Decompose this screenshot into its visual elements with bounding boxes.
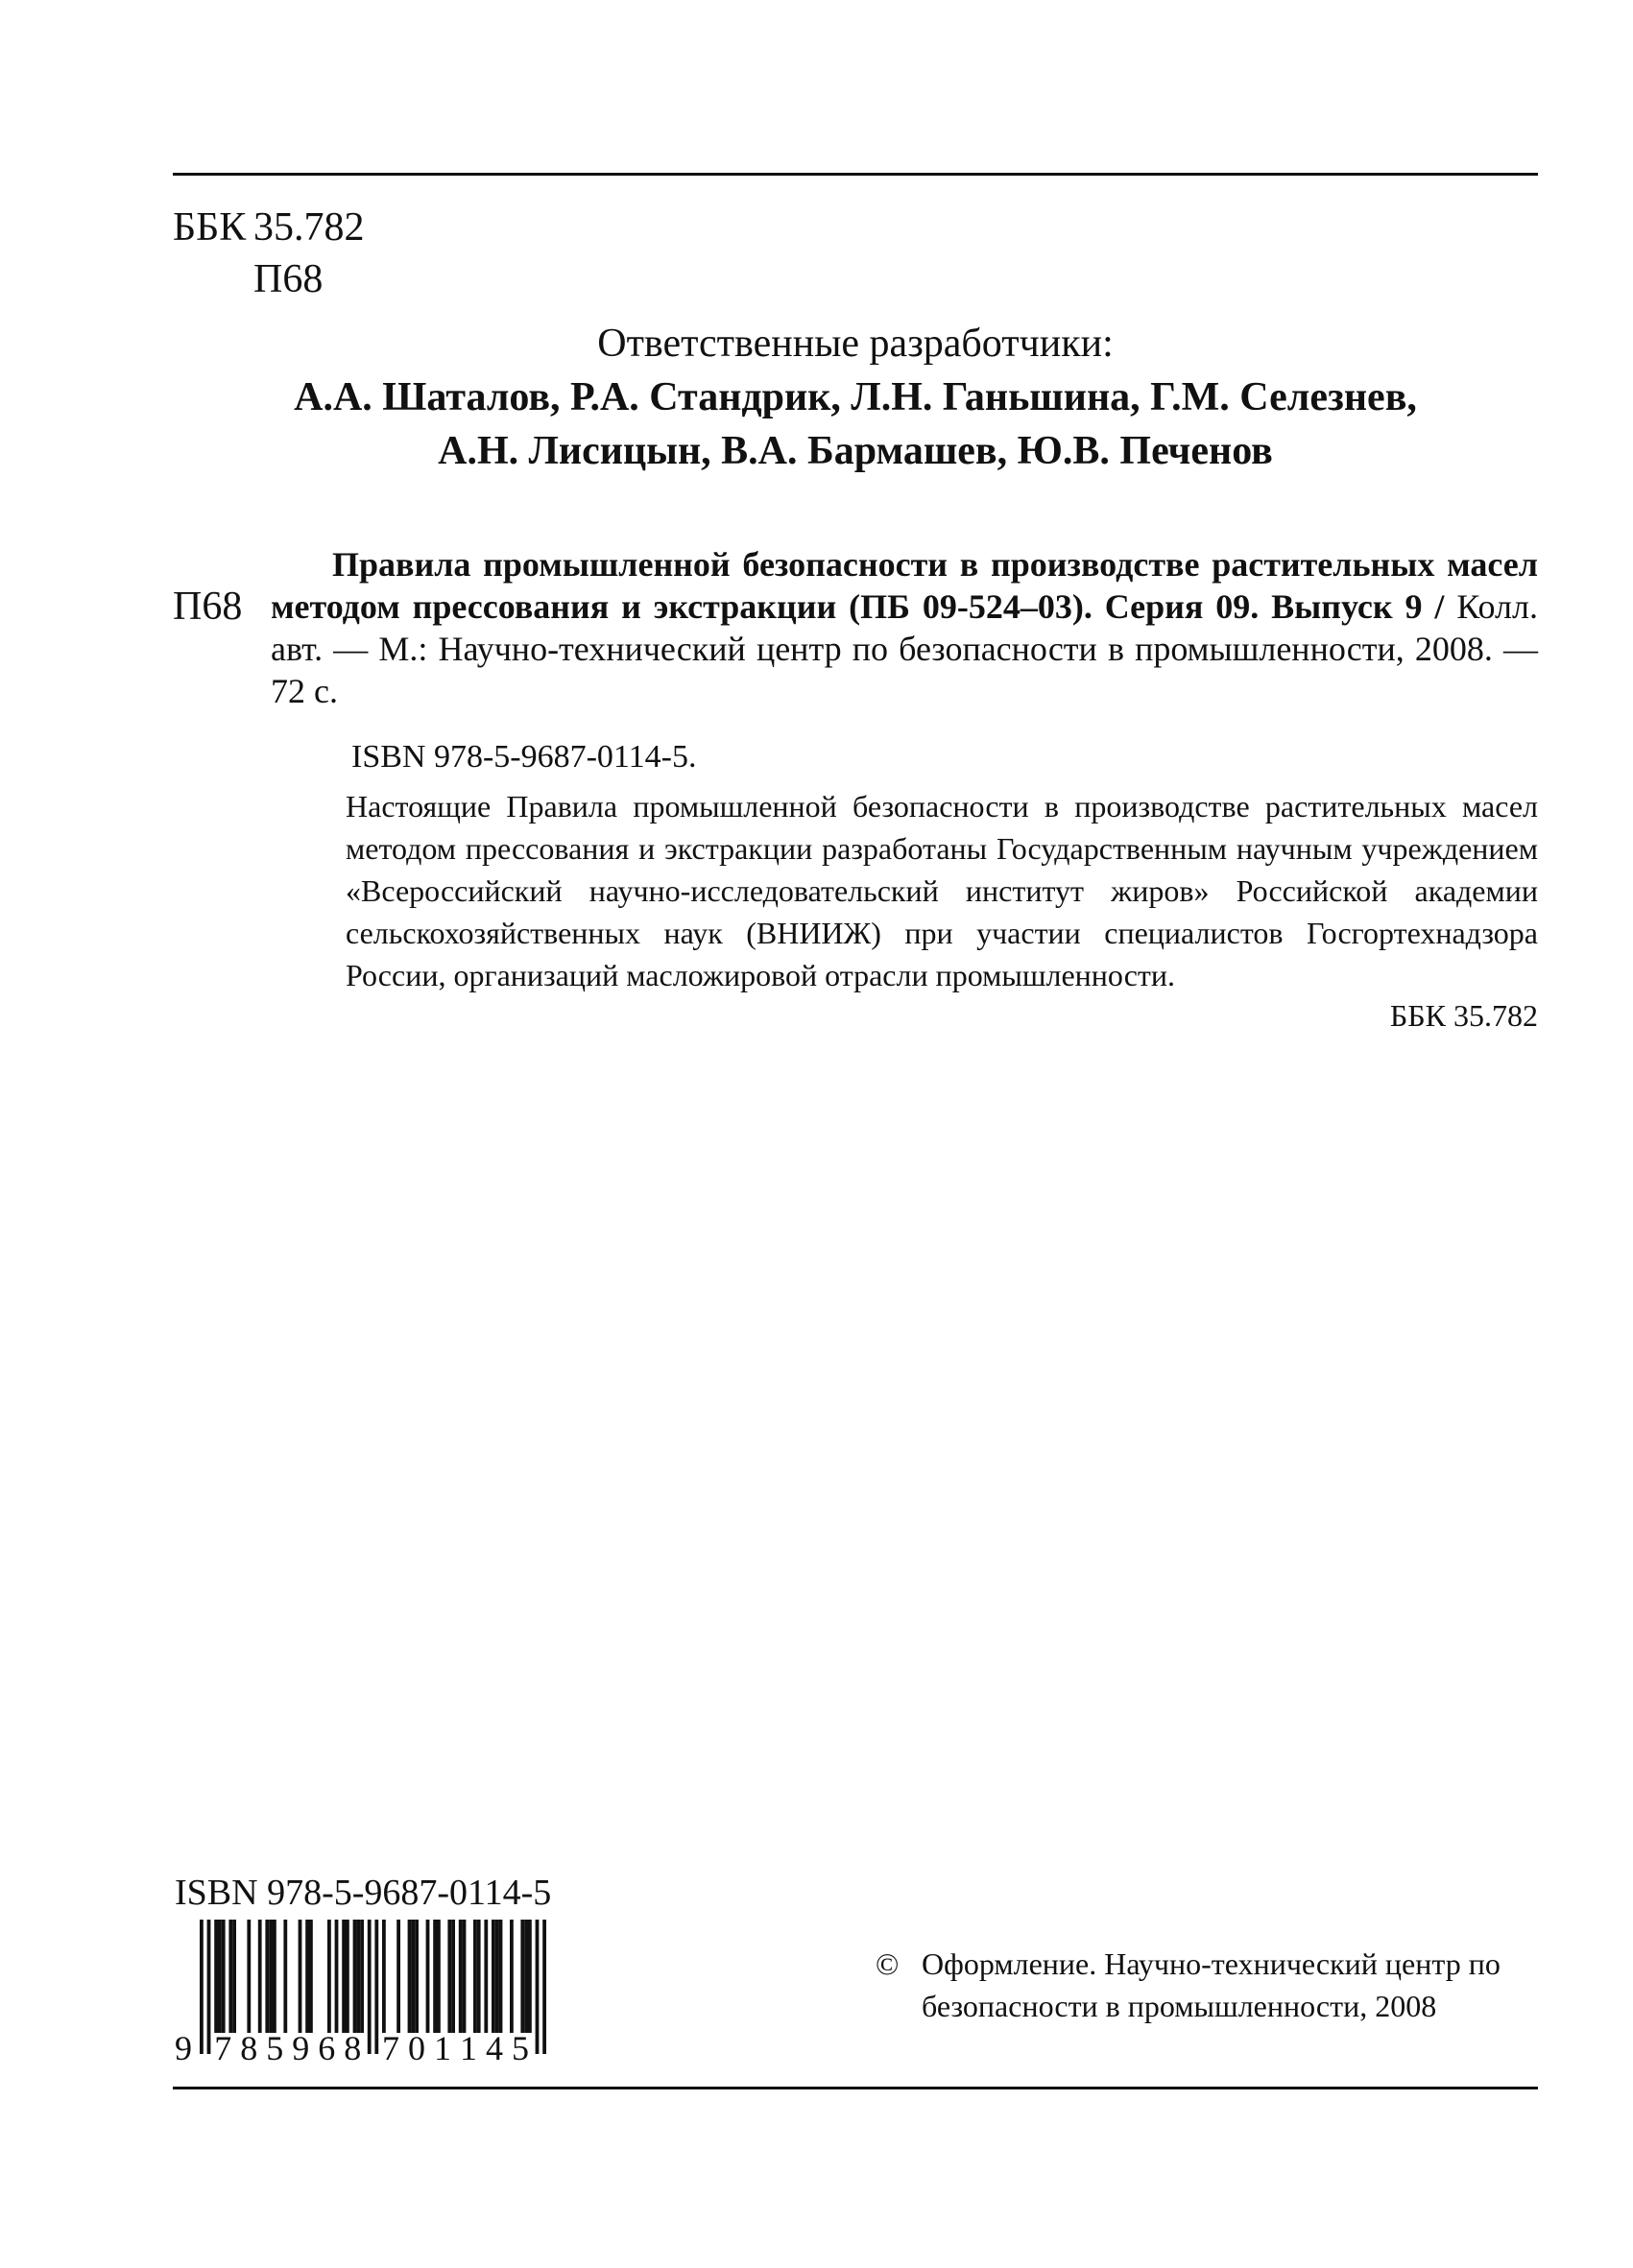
top-rule (173, 173, 1538, 176)
barcode-bar (477, 1920, 481, 2033)
developers-heading: Ответственные разработчики: (597, 322, 1114, 366)
barcode-bar (309, 1920, 313, 2033)
barcode-bar (499, 1920, 503, 2033)
barcode-bar (447, 1920, 451, 2033)
barcode-bar (510, 1920, 514, 2033)
barcode-bar (524, 1920, 528, 2033)
barcode-bar (492, 1920, 495, 2033)
barcode-bar (265, 1920, 269, 2033)
barcode-digits-right: 7 0 1 1 4 5 (382, 2029, 529, 2064)
barcode-bar (258, 1920, 262, 2033)
barcode-bar (433, 1920, 437, 2033)
annotation-title (271, 543, 1538, 712)
annotation-bbk: ББК 35.782 (1389, 998, 1538, 1033)
barcode-bar (353, 1920, 357, 2033)
barcode-bar (305, 1920, 309, 2033)
annotation-abstract: Настоящие Правила промышленной безопасности в производстве растительных масел методом прессования и экстракции разработаны Государственным научным учреждением «Всероссийский научно-исследовательский институт жиров» Российской академии сельскохозяйственных наук (ВНИИЖ) при участии специалистов Госгортехнадзора России, организаций масложировой отрасли промышленности. (346, 789, 1538, 992)
barcode-bar (273, 1920, 276, 2033)
barcode-bar (374, 1920, 378, 2054)
copyright-text: Оформление. Научно-технический центр по безопасности в промышленности, 2008 (922, 1946, 1501, 2023)
barcode-bar (247, 1920, 251, 2033)
barcode-bar (451, 1920, 455, 2033)
barcode-bar (495, 1920, 499, 2033)
barcode-image (175, 1920, 572, 2064)
developers-names-line2: А.Н. Лисицын, В.А. Бармашев, Ю.В. Печенов (438, 429, 1273, 473)
barcode-bar (356, 1920, 360, 2033)
barcode-bar (342, 1920, 346, 2033)
barcode-bar (368, 1920, 372, 2054)
barcode-bar (459, 1920, 463, 2033)
barcode-bar (396, 1920, 400, 2033)
barcode-bar (228, 1920, 232, 2033)
barcode-bar (484, 1920, 488, 2033)
barcode-isbn: ISBN 978-5-9687-0114-5 (175, 1873, 552, 1913)
barcode-bar (232, 1920, 236, 2033)
barcode-bar (382, 1920, 386, 2033)
barcode-digits-left: 7 8 5 9 6 8 (214, 2029, 362, 2064)
barcode-bar (269, 1920, 273, 2033)
bbk-code: 35.782 (253, 205, 365, 250)
barcode-bar (335, 1920, 339, 2033)
annotation-isbn: ISBN 978-5-9687-0114-5. (351, 739, 697, 775)
barcode-bar (415, 1920, 419, 2033)
barcode-bar (200, 1920, 204, 2054)
annotation-title-bold: Правила промышленной безопасности в производстве растительных масел методом прессования и экстракции (ПБ 09-524–03). Серия 09. Выпуск 9 / (271, 545, 1538, 626)
barcode-bar (214, 1920, 218, 2033)
barcode-bar (283, 1920, 287, 2033)
barcode-bar (463, 1920, 467, 2033)
barcode-bar (536, 1920, 540, 2054)
barcode-bar (360, 1920, 364, 2033)
barcode-block (175, 1872, 578, 2064)
barcode-digit-first: 9 (175, 2029, 192, 2064)
barcode-bar (411, 1920, 415, 2033)
annotation-code: П68 (173, 585, 243, 629)
barcode-bar (346, 1920, 349, 2033)
annotation-title-rest: Колл. авт. — М.: Научно-технический центр по безопасности в промышленности, 2008. — 72 с. (271, 587, 1538, 710)
developers-names-line1: А.А. Шаталов, Р.А. Стандрик, Л.Н. Ганьшина, Г.М. Селезнев, (294, 375, 1417, 419)
barcode-bar (426, 1920, 430, 2033)
barcode-bar (528, 1920, 532, 2033)
author-mark: П68 (253, 257, 324, 301)
barcode-bar (327, 1920, 331, 2033)
barcode-bar (473, 1920, 477, 2033)
barcode-bar (299, 1920, 302, 2033)
barcode-bar (542, 1920, 546, 2054)
bbk-label: ББК (173, 205, 247, 250)
copyright-block (876, 1943, 1548, 2027)
bbk-block (173, 202, 365, 305)
copyright-icon: © (876, 1946, 900, 1981)
bottom-rule (173, 2087, 1538, 2089)
developers-block (173, 317, 1538, 478)
barcode-bar (408, 1920, 412, 2033)
barcode-bar (437, 1920, 441, 2033)
barcode-bar (222, 1920, 226, 2033)
barcode-bar (207, 1920, 211, 2054)
barcode-bar (218, 1920, 222, 2033)
barcode-bar (520, 1920, 524, 2033)
